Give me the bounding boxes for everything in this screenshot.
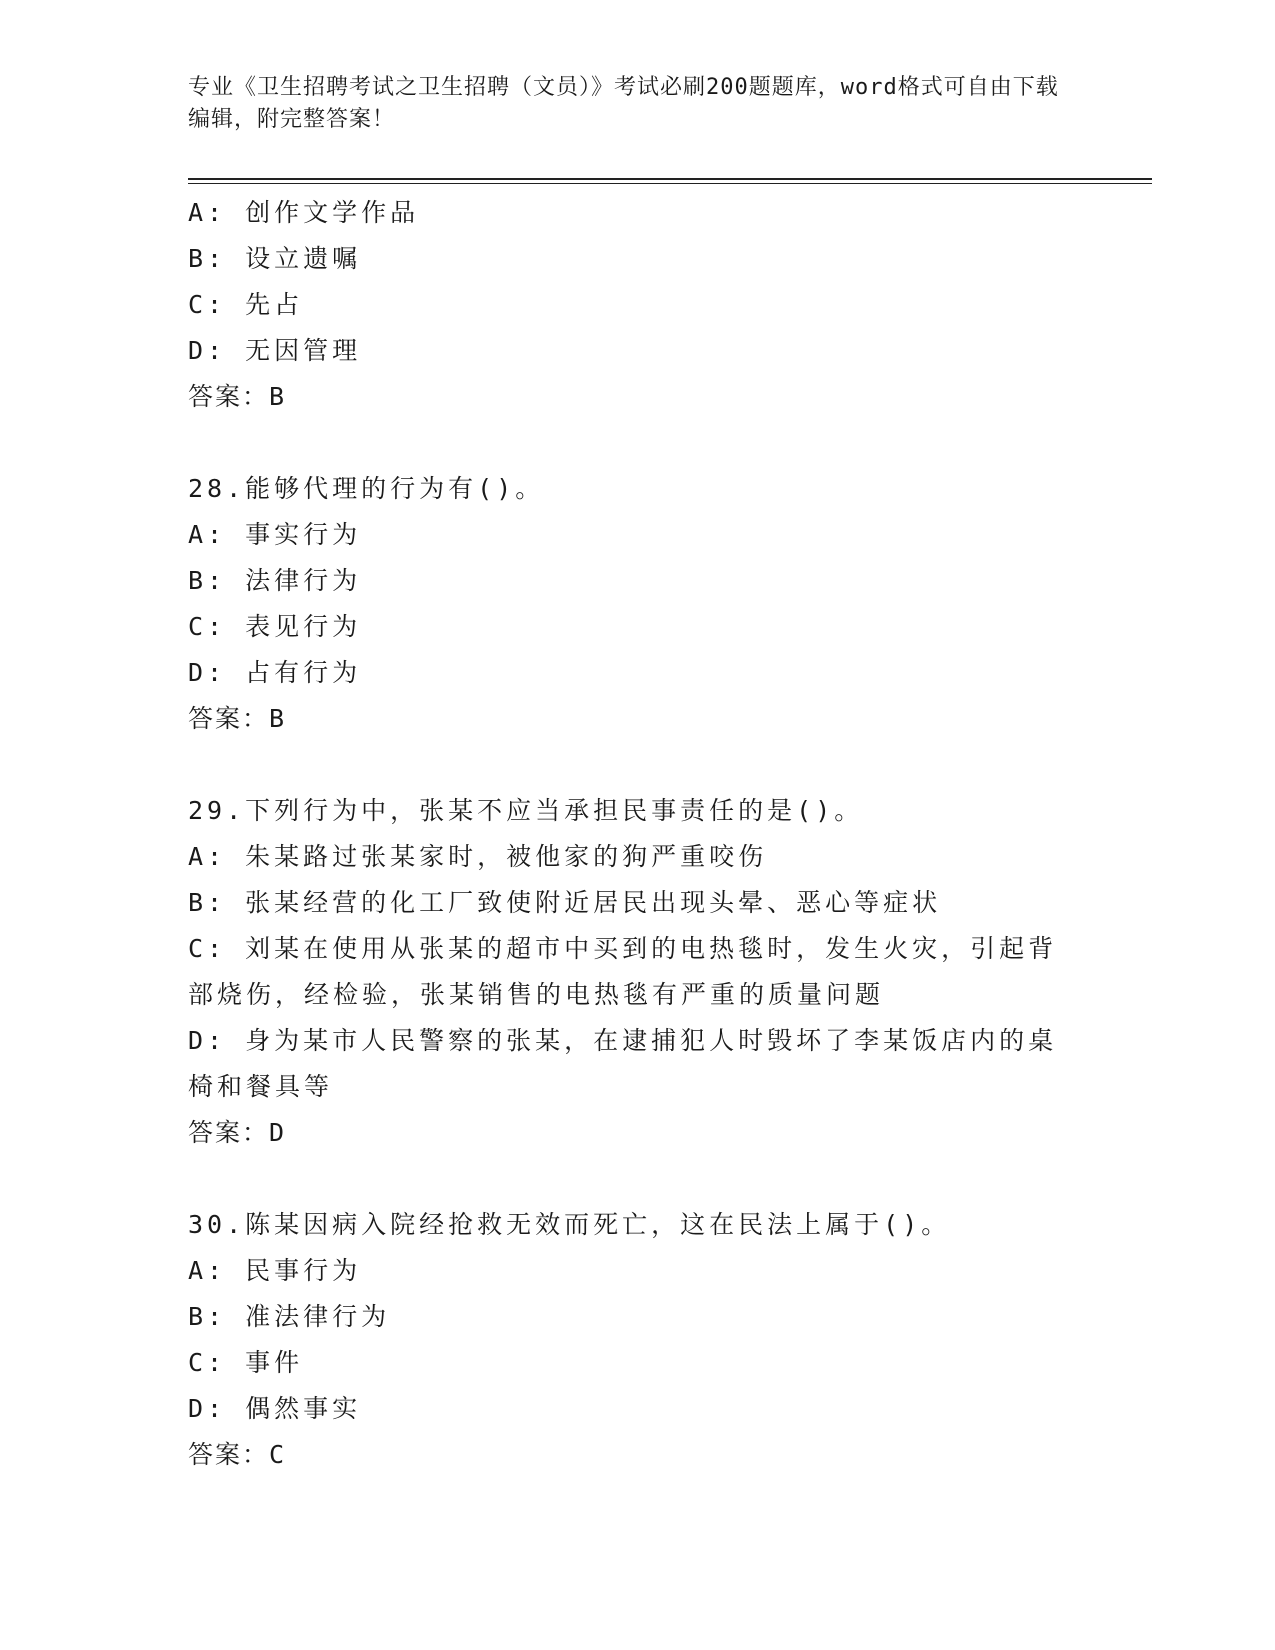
option-d: D: 无因管理 <box>188 336 362 365</box>
option-c: C: 先占 <box>188 290 304 319</box>
option-c: C: 事件 <box>188 1348 304 1377</box>
option-a: A: 事实行为 <box>188 520 362 549</box>
option-d: D: 身为某市人民警察的张某，在逮捕犯人时毁坏了李某饭店内的桌椅和餐具等 <box>188 1026 1058 1101</box>
question-block-28 <box>188 466 1088 742</box>
question-block-27 <box>188 190 1088 420</box>
option-a: A: 朱某路过张某家时，被他家的狗严重咬伤 <box>188 842 768 871</box>
question-block-29 <box>188 788 1088 1156</box>
document-header: 专业《卫生招聘考试之卫生招聘（文员）》考试必刷200题题库，word格式可自由下载编辑，附完整答案！ <box>188 75 1059 132</box>
spacer <box>188 420 1088 466</box>
answer: 答案：C <box>188 1440 287 1469</box>
option-b: B: 法律行为 <box>188 566 362 595</box>
option-c: C: 表见行为 <box>188 612 362 641</box>
spacer <box>188 1156 1088 1202</box>
question-content <box>188 190 1088 1478</box>
question-text: 28.能够代理的行为有()。 <box>188 474 545 503</box>
option-d: D: 偶然事实 <box>188 1394 362 1423</box>
option-d: D: 占有行为 <box>188 658 362 687</box>
header-divider-thick <box>188 178 1152 180</box>
question-block-30 <box>188 1202 1088 1478</box>
spacer <box>188 742 1088 788</box>
answer: 答案：D <box>188 1118 287 1147</box>
option-b: B: 准法律行为 <box>188 1302 391 1331</box>
option-c: C: 刘某在使用从张某的超市中买到的电热毯时，发生火灾，引起背部烧伤，经检验，张某销售的电热毯有严重的质量问题 <box>188 934 1058 1009</box>
option-a: A: 民事行为 <box>188 1256 362 1285</box>
header-divider-thin <box>188 183 1152 184</box>
question-text: 30.陈某因病入院经抢救无效而死亡，这在民法上属于()。 <box>188 1210 951 1239</box>
option-b: B: 设立遗嘱 <box>188 244 362 273</box>
option-b: B: 张某经营的化工厂致使附近居民出现头晕、恶心等症状 <box>188 888 942 917</box>
option-a: A: 创作文学作品 <box>188 198 420 227</box>
answer: 答案：B <box>188 382 287 411</box>
question-text: 29.下列行为中，张某不应当承担民事责任的是()。 <box>188 796 864 825</box>
answer: 答案：B <box>188 704 287 733</box>
